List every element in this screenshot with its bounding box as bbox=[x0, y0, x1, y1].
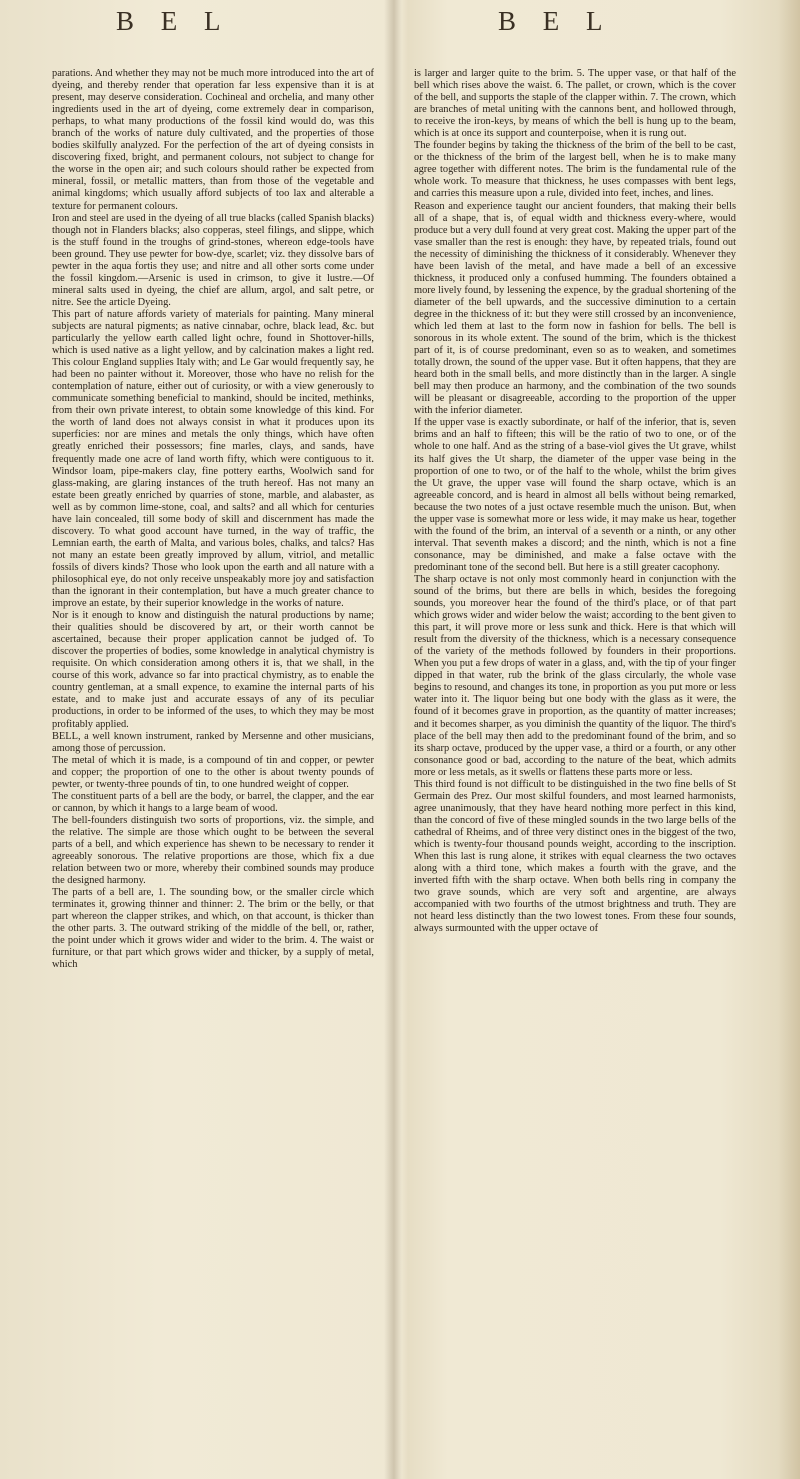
left-column bbox=[52, 68, 374, 1463]
paragraph: This third found is not difficult to be distinguished in the two fine bells of St Germain des Prez. Our most skilful founders, and most learned harmonists, agree unanimously, that they have heard nothing more perfect in this kind, than the concord of five of these mingled sounds in the two large bells of the cathedral of Rheims, and of three very distinct ones in the biggest of the two, which is twenty-four thousand pounds weight, according to the inscription. When this last is rung alone, it strikes with equal clearness the two octaves along with a third tone, which makes a fourth with the grave, and the inverted fifth with the sharp octave. When both bells ring in company the two grave sounds, which are very soft and argentine, are always accompanied with two fourths of the utmost brightness and truth. They are not heard less distinctly than the two lowest tones. From these four sounds, always surmounted with the upper octave of bbox=[414, 778, 736, 935]
paragraph: The founder begins by taking the thickness of the brim of the bell to be cast, or the thickness of the brim of the largest bell, when he is to make many agree together with different notes. The brim is the fundamental rule of the whole work. To measure that thickness, he uses compasses with bent legs, and carries this measure upon a rule, divided into feet, inches, and lines. bbox=[414, 140, 736, 200]
paragraph: Reason and experience taught our ancient founders, that making their bells all of a shape, that is, of equal width and thickness every-where, would produce but a very dull found at very great cost. Making the upper part of the vase smaller than the rest is enough: they have, by repeated trials, found out the necessity of diminishing the thickness of it considerably. Whenever they have been lavish of the metal, and have made a bell of an excessive thickness, it produced only a confused humming. The founders obtained a more lively found, by lessening the expence, by the gradual shortening of the diameter of the bell upwards, and the successive diminution to a certain degree in the thickness of it: but they were still crossed by an inconvenience, which led them at last to the form now in fashion for bells. The bell is sonorous in its whole extent. The sound of the brim, which is the thickest part of it, is of course predominant, even so as to weaken, and sometimes totally drown, the sound of the upper vase. But it often happens, that they are heard both in the small bells, and more distinctly than in the larger. A single bell may then produce an harmony, and the combination of the two sounds will be pleasant or disagreeable, according to the proportion of the upper with the inferior diameter. bbox=[414, 200, 736, 417]
paragraph: The bell-founders distinguish two sorts of proportions, viz. the simple, and the relative. The simple are those which ought to be between the several parts of a bell, and which experience has shewn to be necessary to render it agreeably sonorous. The relative proportions are those, which fix a due relation between two or more, whereby their combined sounds may produce the designed harmony. bbox=[52, 814, 374, 887]
paragraph: The metal of which it is made, is a compound of tin and copper, or pewter and copper; the proportion of one to the other is about twenty pounds of pewter, or twenty-three pounds of tin, to one hundred weight of copper. bbox=[52, 754, 374, 790]
paragraph: The sharp octave is not only most commonly heard in conjunction with the sound of the brims, but there are bells in which, besides the foregoing sounds, you moreover hear the found of the third's place, or of that part which grows wider and wider below the waist; according to the bent given to this part, it will prove more or less sunk and thick. Here is that which will result from the diversity of the thickness, which is a necessary consequence of the variety of the methods followed by founders in their proportions. When you put a few drops of water in a glass, and, with the tip of your finger dipped in that water, rub the brink of the glass circularly, the whole vase begins to resound, and changes its tone, in proportion as you put more or less water into it. The liquor being but one body with the glass as it were, the found of it becomes grave in proportion, as the quantity of matter increases; and it becomes sharper, as you diminish the quantity of the liquor. The third's place of the bell may then add to the predominant found of the brim, and so its sharp octave, produced by the upper vase, a third or a fourth, or any other consonance good or bad, according to the nature of the beat, which admits more or less metals, as it swells or flattens these parts more or less. bbox=[414, 573, 736, 778]
paragraph: This part of nature affords variety of materials for painting. Many mineral subjects are natural pigments; as native cinnabar, ochre, black lead, &c. but particularly the yellow earth called light ochre, found in Shottover-hills, which is used native as a light yellow, and by calcination makes a light red. This colour England supplies Italy with; and Le Gar would frequently say, he had been no painter without it. Moreover, those who have no relish for the contemplation of nature, either out of curiosity, or with a view generously to communicate something beneficial to mankind, should be incited, methinks, from their own private interest, to obtain some knowledge of this kind. For the worth of land does not always consist in what it produces upon its superficies: nor are mines and metals the only things, which have often greatly enriched their possessors; fine marles, clays, and sands, have frequently made one acre of land worth fifty, which were contiguous to it. Windsor loam, pipe-makers clay, fine pottery earths, Woolwich sand for glass-making, are glaring instances of the truth hereof. Has not many an estate been greatly enriched by quarries of stone, marble, and alabaster, as well as by common lime-stone, coal, and salts? and all which for centuries have lain concealed, till some body of skill and discernment has made the discovery. To what good account have turned, in the way of traffic, the Lemnian earth, the earth of Malta, and various boles, chalks, and talcs? Has not many an estate been greatly improved by allum, vitriol, and metallic fossils of divers kinds? Those who look upon the earth and all nature with a philosophical eye, do not only receive unspeakably more joy and satisfaction than the ignorant in their contemplation, but have a much greater chance to improve an estate, by their superior knowledge in the works of nature. bbox=[52, 308, 374, 610]
paragraph: is larger and larger quite to the brim. 5. The upper vase, or that half of the bell which rises above the waist. 6. The pallet, or crown, which is the cover of the bell, and supports the staple of the clapper within. 7. The crown, which are branches of metal uniting with the cannons bent, and hollowed through, to receive the iron-keys, by means of which the bell is hung up to the beam, which is at once its support and counterpoise, when it is rung out. bbox=[414, 68, 736, 140]
running-head-left: B E L bbox=[116, 6, 231, 36]
paragraph: Nor is it enough to know and distinguish the natural productions by name; their qualities should be discovered by art, or their worth cannot be ascertained, because their proper application cannot be judged of. To discover the properties of bodies, some knowledge in analytical chymistry is requisite. On which consideration among others it is, that we shall, in the course of this work, advance so far into practical chymistry, as to enable the country gentleman, at a small expence, to examine the internal parts of his estate, and to make just and accurate essays of any of its peculiar productions, in order to be informed of the uses, to which they may be most profitably applied. bbox=[52, 610, 374, 730]
paragraph: The parts of a bell are, 1. The sounding bow, or the smaller circle which terminates it, growing thinner and thinner: 2. The brim or the belly, or that part whereon the clapper strikes, and which, on that account, is thicker than the other parts. 3. The outward striking of the middle of the bell, or, rather, the point under which it grows wider and wider to the brim. 4. The waist or furniture, or that part which grows wider and thicker, by a supply of metal, which bbox=[52, 887, 374, 971]
right-column bbox=[414, 68, 736, 1463]
page-gutter bbox=[384, 0, 402, 1479]
page-edge-shadow bbox=[778, 0, 800, 1479]
paragraph: Iron and steel are used in the dyeing of all true blacks (called Spanish blacks) though not in Flanders blacks; also copperas, steel filings, and slippe, which is the stuff found in the troughs of grind-stones, whereon edge-tools have been ground. They use pewter for bow-dye, scarlet; viz. they dissolve bars of pewter in the aqua fortis they use; and nitre and all other sorts come under the fossil kingdom.—Arsenic is used in crimson, to give it lustre.—Of mineral salts used in dyeing, the chief are allum, argol, and salt petre, or nitre. See the article Dyeing. bbox=[52, 212, 374, 308]
running-head-right: B E L bbox=[498, 6, 613, 36]
paragraph: parations. And whether they may not be much more introduced into the art of dyeing, and thereby render that operation far less expensive than it is at present, may deserve consideration. Cochineal and orchelia, and many other ingredients used in the art of dyeing, come extremely dear in comparison, perhaps, to what many productions of the fossil kind would do, was this branch of the works of nature duly cultivated, and the properties of those bodies skilfully analyzed. For the perfection of the art of dyeing consists in discovering fixed, bright, and permanent colours, not subject to change for the worse in the open air; and such colours should rather be expected from mineral, fossil, or metallic matters, than from those of the vegetable and animal kingdoms; which usually afford subjects of too lax and alterable a texture for permanent colours. bbox=[52, 68, 374, 212]
paragraph: If the upper vase is exactly subordinate, or half of the inferior, that is, seven brims and an half to fifteen; this will be the ratio of two to one, or of the whole to one half. And as the string of a base-viol gives the Ut grave, whilst its half gives the Ut sharp, the diameter of the upper vase being in the proportion of one to two, or of the half to the whole, whilst the brim gives the Ut grave, the upper vase will found the sharp octave, which is an agreeable concord, and is heard in almost all bells without being remarked, because the two notes of a just octave resemble much the unison. But, when the upper vase is somewhat more or less wide, it may make us hear, together with the found of the brim, an interval of a seventh or a ninth, or any other interval. That seventh makes a discord; and the ninth, which is not a fine consonance, may be diminished, and make a false octave with the predominant tone of the second bell. But here is a still greater cacophony. bbox=[414, 417, 736, 573]
paragraph: The constituent parts of a bell are the body, or barrel, the clapper, and the ear or cannon, by which it hangs to a large beam of wood. bbox=[52, 790, 374, 814]
paragraph-bell-entry: BELL, a well known instrument, ranked by Mersenne and other musicians, among those of percussion. bbox=[52, 730, 374, 754]
